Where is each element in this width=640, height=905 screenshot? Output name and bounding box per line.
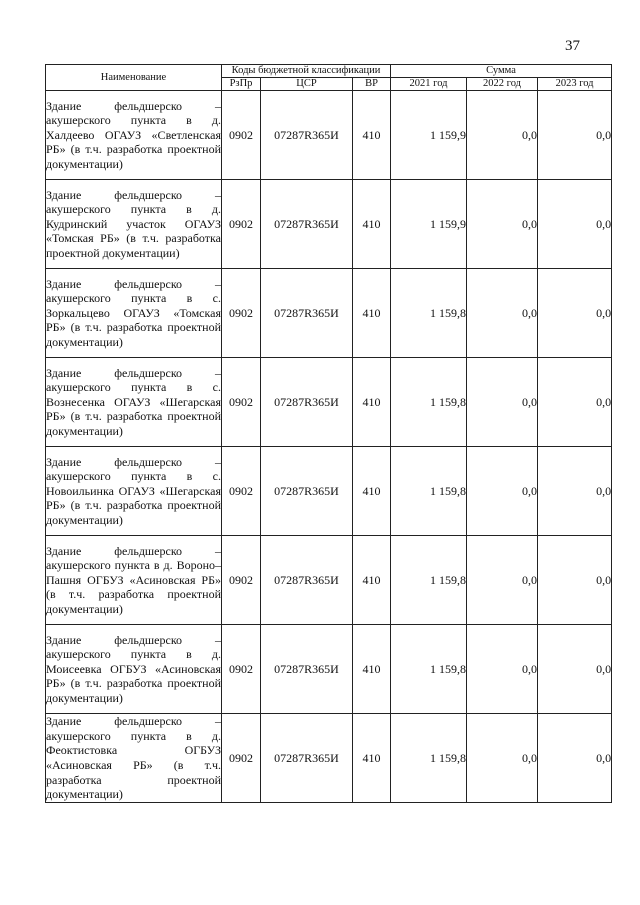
table-row bbox=[46, 91, 612, 180]
row-2022: 0,0 bbox=[467, 358, 538, 447]
header-name: Наименование bbox=[46, 65, 222, 91]
row-2023: 0,0 bbox=[538, 358, 612, 447]
row-2021: 1 159,8 bbox=[391, 714, 467, 803]
row-rzpr: 0902 bbox=[222, 91, 261, 180]
row-csr: 07287R365И bbox=[261, 358, 353, 447]
table-row bbox=[46, 536, 612, 625]
row-2022: 0,0 bbox=[467, 714, 538, 803]
row-name: Здание фельдшерско – акушерского пункта в д. Вороно–Пашня ОГБУЗ «Асиновская РБ» (в т.ч. разработка проектной документации) bbox=[46, 536, 222, 625]
row-name: Здание фельдшерско – акушерского пункта в с. Зоркальцево ОГАУЗ «Томская РБ» (в т.ч. разработка проектной документации) bbox=[46, 269, 222, 358]
row-csr: 07287R365И bbox=[261, 625, 353, 714]
row-2022: 0,0 bbox=[467, 625, 538, 714]
row-vr: 410 bbox=[353, 714, 391, 803]
row-name: Здание фельдшерско – акушерского пункта в д. Халдеево ОГАУЗ «Светленская РБ» (в т.ч. разработка проектной документации) bbox=[46, 91, 222, 180]
table-row bbox=[46, 447, 612, 536]
row-vr: 410 bbox=[353, 180, 391, 269]
header-vr: ВР bbox=[353, 78, 391, 91]
row-2022: 0,0 bbox=[467, 447, 538, 536]
table-row bbox=[46, 625, 612, 714]
row-2023: 0,0 bbox=[538, 714, 612, 803]
table-row bbox=[46, 358, 612, 447]
header-2021: 2021 год bbox=[391, 78, 467, 91]
row-name: Здание фельдшерско – акушерского пункта в с. Вознесенка ОГАУЗ «Шегарская РБ» (в т.ч. разработка проектной документации) bbox=[46, 358, 222, 447]
page-number: 37 bbox=[565, 38, 580, 54]
row-2021: 1 159,9 bbox=[391, 91, 467, 180]
row-csr: 07287R365И bbox=[261, 447, 353, 536]
header-2023: 2023 год bbox=[538, 78, 612, 91]
row-2023: 0,0 bbox=[538, 269, 612, 358]
row-vr: 410 bbox=[353, 447, 391, 536]
row-rzpr: 0902 bbox=[222, 180, 261, 269]
row-vr: 410 bbox=[353, 536, 391, 625]
row-csr: 07287R365И bbox=[261, 91, 353, 180]
row-2023: 0,0 bbox=[538, 536, 612, 625]
budget-table bbox=[45, 64, 612, 803]
row-csr: 07287R365И bbox=[261, 714, 353, 803]
row-vr: 410 bbox=[353, 91, 391, 180]
row-vr: 410 bbox=[353, 358, 391, 447]
header-sum-group: Сумма bbox=[391, 65, 612, 78]
row-rzpr: 0902 bbox=[222, 625, 261, 714]
row-name: Здание фельдшерско – акушерского пункта в д. Феоктистовка ОГБУЗ «Асиновская РБ» (в т.ч. разработка проектной документации) bbox=[46, 714, 221, 802]
row-2023: 0,0 bbox=[538, 91, 612, 180]
row-2023: 0,0 bbox=[538, 625, 612, 714]
row-2021: 1 159,8 bbox=[391, 269, 467, 358]
row-2022: 0,0 bbox=[467, 536, 538, 625]
row-csr: 07287R365И bbox=[261, 180, 353, 269]
row-2021: 1 159,8 bbox=[391, 625, 467, 714]
row-2021: 1 159,8 bbox=[391, 536, 467, 625]
header-csr: ЦСР bbox=[261, 78, 353, 91]
header-rzpr: РзПр bbox=[222, 78, 261, 91]
row-2021: 1 159,8 bbox=[391, 358, 467, 447]
header-2022: 2022 год bbox=[467, 78, 538, 91]
row-vr: 410 bbox=[353, 625, 391, 714]
row-name: Здание фельдшерско – акушерского пункта в д. Моисеевка ОГБУЗ «Асиновская РБ» (в т.ч. разработка проектной документации) bbox=[46, 625, 222, 714]
row-name: Здание фельдшерско – акушерского пункта в д. Кудринский участок ОГАУЗ «Томская РБ» (в т.ч. разработка проектной документации) bbox=[46, 180, 222, 269]
row-rzpr: 0902 bbox=[222, 447, 261, 536]
table-row bbox=[46, 269, 612, 358]
row-rzpr: 0902 bbox=[222, 536, 261, 625]
row-2022: 0,0 bbox=[467, 91, 538, 180]
row-2023: 0,0 bbox=[538, 447, 612, 536]
row-csr: 07287R365И bbox=[261, 269, 353, 358]
row-rzpr: 0902 bbox=[222, 358, 261, 447]
row-rzpr: 0902 bbox=[222, 714, 261, 803]
row-2023: 0,0 bbox=[538, 180, 612, 269]
row-csr: 07287R365И bbox=[261, 536, 353, 625]
row-2021: 1 159,8 bbox=[391, 447, 467, 536]
row-2022: 0,0 bbox=[467, 180, 538, 269]
header-codes-group: Коды бюджетной классификации bbox=[222, 65, 391, 78]
row-vr: 410 bbox=[353, 269, 391, 358]
row-rzpr: 0902 bbox=[222, 269, 261, 358]
header-row-top bbox=[46, 65, 612, 78]
row-2022: 0,0 bbox=[467, 269, 538, 358]
table-row bbox=[46, 714, 612, 803]
table-row bbox=[46, 180, 612, 269]
row-name: Здание фельдшерско – акушерского пункта в с. Новоильинка ОГАУЗ «Шегарская РБ» (в т.ч. разработка проектной документации) bbox=[46, 447, 222, 536]
row-2021: 1 159,9 bbox=[391, 180, 467, 269]
